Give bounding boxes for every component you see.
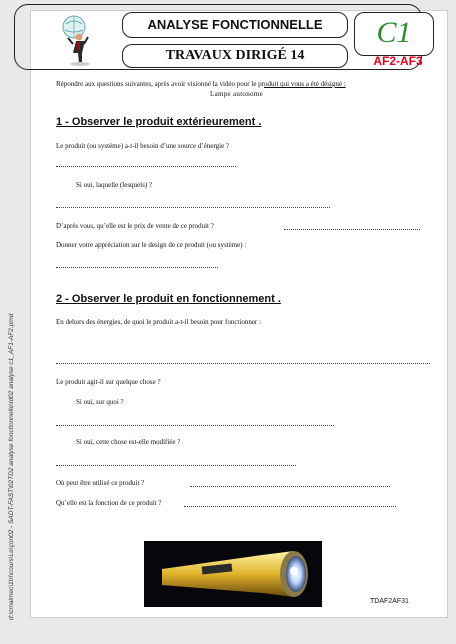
- file-path: d:\cmaimec\1tri\cours\Le\çon02 - SADT-FAST\02TD2 analyse fonctionnelle\td02 analyse c1_AF1-AF2.pmd: [8, 313, 15, 620]
- section1-title: 1 - Observer le produit extérieurement .: [56, 116, 262, 128]
- worksheet-page: [30, 10, 448, 618]
- person-with-globe-icon: [44, 14, 114, 68]
- question-energy-source: Le produit (ou système) a-t-il besoin d’une source d’énergie ?: [56, 142, 230, 150]
- answer-line[interactable]: [56, 207, 330, 208]
- question-function: Qu’elle est la fonction de ce produit ?: [56, 499, 162, 507]
- document-reference: TDAF2AF31: [370, 598, 409, 605]
- answer-line[interactable]: [284, 229, 420, 230]
- question-which-energy: Si oui, laquelle (lesquels) ?: [76, 181, 153, 189]
- answer-line[interactable]: [56, 363, 430, 364]
- class-levels: AF2-AF3: [373, 54, 423, 68]
- intro-instructions: Répondre aux questions suivantes, après avoir visionné la vidéo pour le produit qui vous a été désigné :: [56, 80, 346, 88]
- answer-line[interactable]: [184, 506, 396, 507]
- answer-line[interactable]: [56, 425, 334, 426]
- answer-line[interactable]: [190, 486, 390, 487]
- assigned-product: Lampe autonome: [210, 90, 263, 98]
- question-where-used: Où peut être utilisé ce produit ?: [56, 479, 145, 487]
- question-on-what: Si oui, sur quoi ?: [76, 398, 124, 406]
- question-acts-on: Le produit agit-il sur quelque chose ?: [56, 378, 161, 386]
- answer-line[interactable]: [56, 465, 296, 466]
- answer-line[interactable]: [56, 267, 218, 268]
- flashlight-photo: [144, 541, 322, 607]
- answer-line[interactable]: [56, 166, 236, 167]
- question-modified: Si oui, cette chose est-elle modifiée ?: [76, 438, 181, 446]
- question-needs: En dehors des énergies, de quoi le produit a-t-il besoin pour fonctionner :: [56, 318, 261, 326]
- course-code: C1: [354, 12, 434, 56]
- question-design: Donner votre appréciation sur le design de ce produit (ou système) :: [56, 241, 247, 249]
- document-subtitle: TRAVAUX DIRIGÉ 14: [122, 44, 348, 68]
- section2-title: 2 - Observer le produit en fonctionnement .: [56, 293, 281, 305]
- document-title: ANALYSE FONCTIONNELLE: [122, 12, 348, 38]
- question-price: D’après vous, qu’elle est le prix de vente de ce produit ?: [56, 222, 214, 230]
